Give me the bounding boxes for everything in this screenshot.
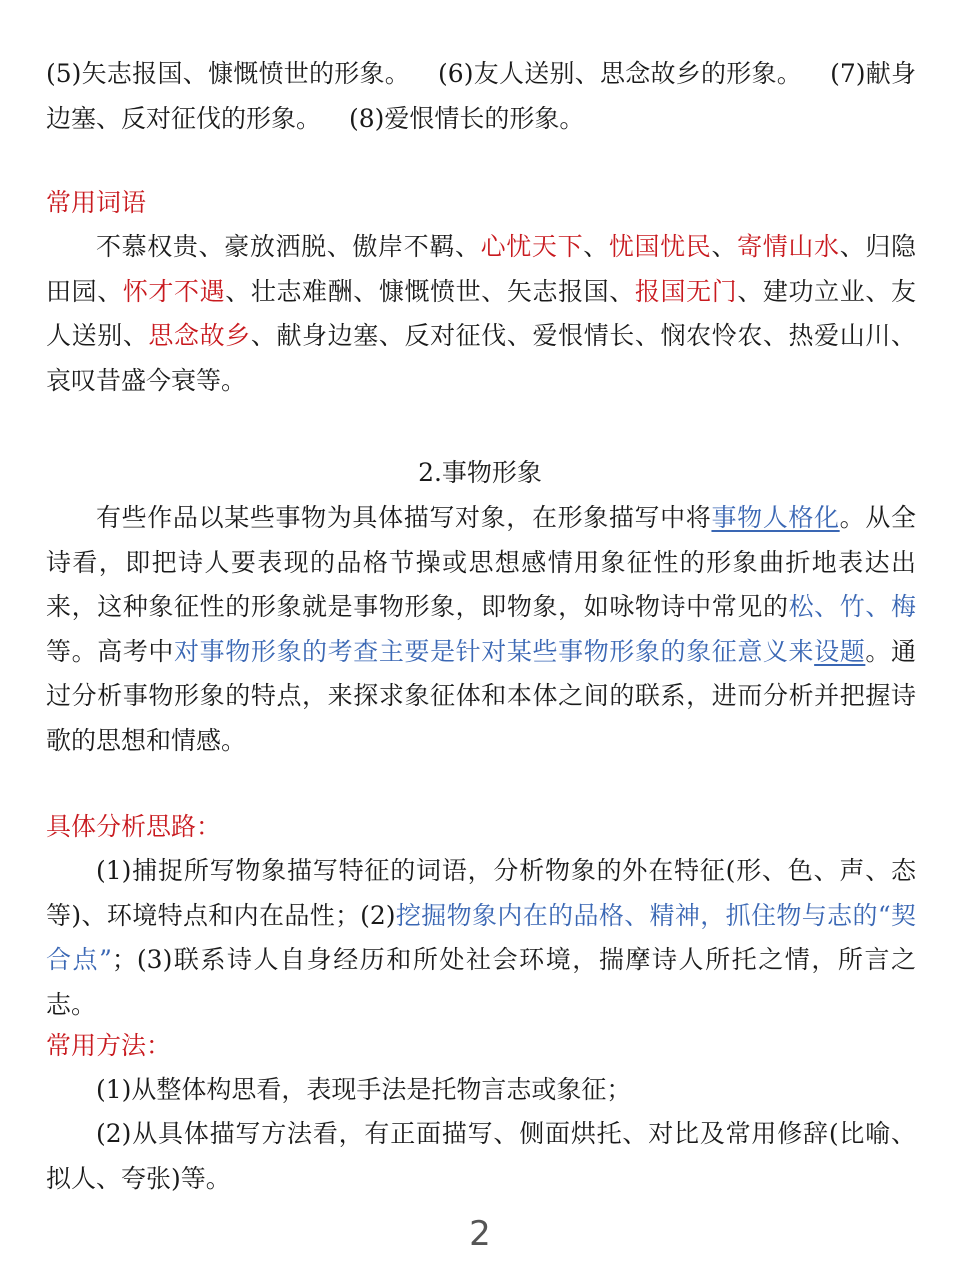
highlight-term: 思念故乡 (148, 321, 251, 350)
image-types-list (46, 52, 916, 141)
list-item-6: (6)友人送别、思念故乡的形象。 (438, 59, 803, 88)
text-run: 、归隐田园、 (46, 232, 916, 306)
text-run: 、壮志难酬、慷慨愤世、矢志报国、 (225, 276, 635, 306)
page-number: 2 (469, 1214, 491, 1254)
text-run: 不慕权贵、豪放洒脱、傲岸不羁、 (96, 232, 481, 261)
highlight-term: 设题 (814, 636, 866, 666)
highlight-term: 对事物形象的考查主要是针对某些事物形象的象征意义来 (174, 636, 815, 666)
text-run: ；(3)联系诗人自身经历和所处社会环境，揣摩诗人所托之情，所言之志。 (46, 945, 916, 1019)
text-run: 、献身边塞、反对征伐、爱恨情长、悯农怜农、热爱山川、哀叹昔盛今衰等。 (46, 321, 916, 395)
section-title: 2.事物形象 (418, 458, 542, 487)
highlight-term: 心忧天下 (480, 232, 584, 261)
analysis-heading: 具体分析思路： (46, 812, 222, 841)
highlight-term: 忧国忧民 (608, 232, 712, 261)
common-words-heading: 常用词语 (46, 188, 147, 217)
method-item-2: (2)从具体描写方法看，有正面描写、侧面烘托、对比及常用修辞(比喻、拟人、夸张)等。 (46, 1119, 916, 1193)
common-words-paragraph (46, 225, 916, 403)
text-run: 等。高考中 (46, 636, 175, 666)
method-item-1: (1)从整体构思看，表现手法是托物言志或象征； (96, 1075, 632, 1104)
highlight-term: 怀才不遇 (122, 276, 226, 306)
highlight-term: 松、竹、梅 (788, 592, 916, 621)
list-item-5: (5)矢志报国、慷慨愤世的形象。 (46, 59, 411, 88)
methods-heading: 常用方法： (46, 1031, 172, 1060)
text-run: 、 (711, 232, 738, 261)
list-item-8: (8)爱恨情长的形象。 (349, 103, 585, 133)
text-run: (1)捕捉所写物象描写特征的词语，分析物象的外在特征(形、色、声、态等)、环境特点和内在品性；(2) (46, 856, 916, 930)
text-run: 。通过分析事物形象的特点，来探求象征体和本体之间的联系，进而分析并把握诗歌的思想和情感。 (46, 636, 916, 755)
analysis-paragraph (46, 849, 916, 1027)
text-run: 、建功立业、友人送别、 (46, 276, 916, 350)
highlight-term: 挖掘物象内在的品格、精神，抓住物与志的“契合点” (46, 900, 916, 974)
list-item-7: (7)献身边塞、反对征伐的形象。 (46, 59, 916, 133)
text-run: 有些作品以某些事物为具体描写对象，在形象描写中将 (96, 503, 712, 532)
highlight-term: 事物人格化 (711, 503, 840, 532)
text-run: 。从全诗看，即把诗人要表现的品格节操或思想感情用象征性的形象曲折地表达出来，这种象征性的形象就是事物形象，即物象，如咏物诗中常见的 (46, 503, 916, 621)
text-run: 、 (583, 232, 609, 261)
highlight-term: 寄情山水 (737, 232, 840, 261)
highlight-term: 报国无门 (634, 276, 738, 306)
object-image-paragraph (46, 496, 916, 763)
